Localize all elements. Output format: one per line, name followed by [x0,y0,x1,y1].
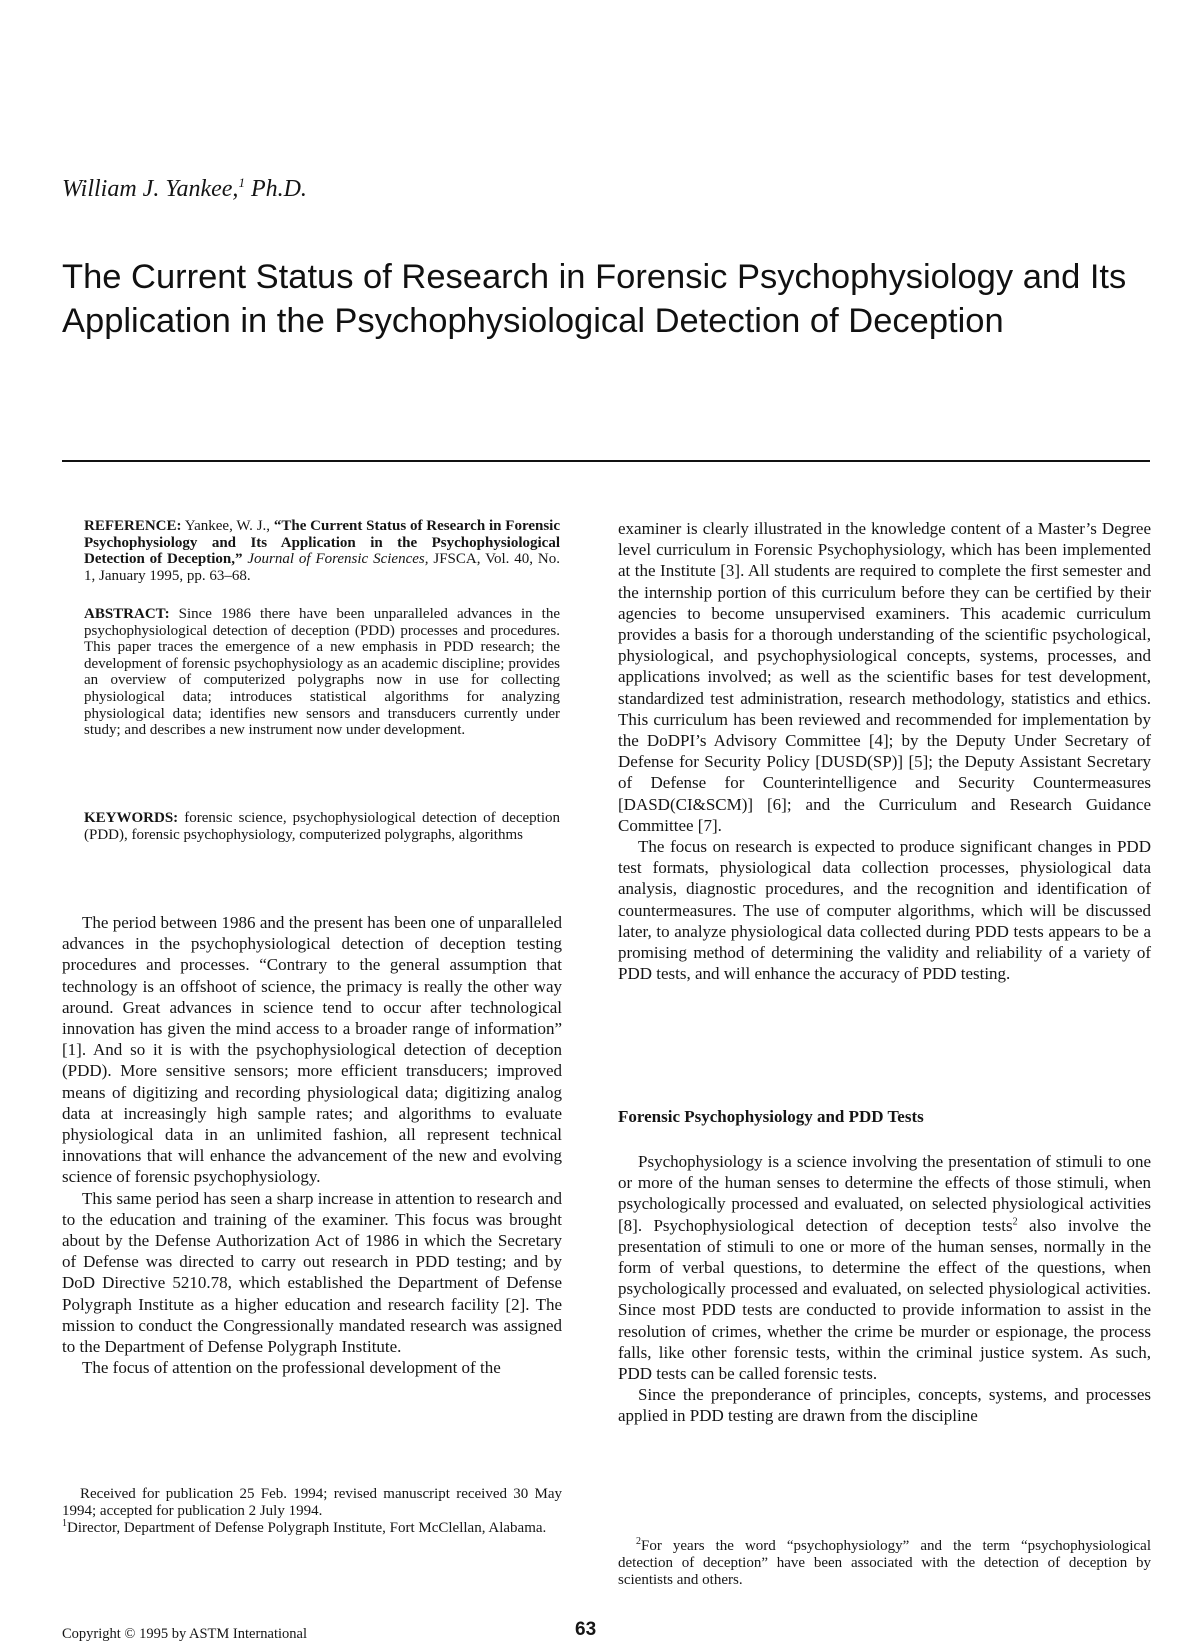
section-heading: Forensic Psychophysiology and PDD Tests [618,1107,924,1126]
body-paragraph [618,1151,1151,1384]
body-paragraph: The focus on research is expected to produce significant changes in PDD test formats, physiological data collection processes, physiological data analysis, diagnostic procedures, and the recognition and identification of countermeasures. The use of computer algorithms, which will be discussed later, to analyze physiological data collected during PDD tests appears to be a promising method of determining the validity and reliability of a variety of PDD tests, and will enhance the accuracy of PDD testing. [618,837,1151,984]
author-degree: Ph.D. [250,176,307,202]
affiliation-text: Director, Department of Defense Polygraph Institute, Fort McClellan, Alabama. [67,1520,547,1536]
abstract-text: Since 1986 there have been unparalleled advances in the psychophysiological detection of deception (PDD) processes and procedures. This paper traces the emergence of a new emphasis in PDD research; the development of forensic psychophysiology as an academic discipline; provides an overview of computerized polygraphs now in use for collecting physiological data; introduces statistical algorithms for analyzing physiological data; identifies new sensors and transducers currently under study; and describes a new instrument now under development. [84,606,560,739]
affiliation-note [62,1520,562,1537]
right-column-body-bottom [618,1151,1151,1427]
left-column-body [62,912,562,1378]
author-name: William J. Yankee, [62,176,239,202]
right-column-body-top [618,518,1151,984]
paper-title: The Current Status of Research in Forensic Psychophysiology and Its Application in the Psychophysiological Detection of Deception [62,258,1127,340]
body-paragraph: The period between 1986 and the present has been one of unparalleled advances in the psychophysiological detection of deception testing procedures and processes. “Contrary to the general assumption that technology is an offshoot of science, the primacy is really the other way around. Great advances in science tend to occur after technological innovation has given the mind access to a broader range of information” [1]. And so it is with the psychophysiological detection of deception (PDD). More sensitive sensors; more efficient transducers; improved means of digitizing and recording physiological data; digitizing analog data at increasingly high sample rates; and algorithms to evaluate physiological data in an unlimited fashion, all represent technical innovations that will enhance the advancement of the new and evolving science of forensic psychophysiology. [62,913,562,1187]
body-paragraph: Since the preponderance of principles, concepts, systems, and processes applied in PDD testing are drawn from the discipline [618,1385,1151,1426]
footnote-2-text: For years the word “psychophysiology” and the term “psychophysiological detection of deception” have been associated with the detection of deception by scientists and others. [618,1538,1151,1588]
reference-article-title: “The Current Status of Research in Forensic Psychophysiology and Its Application in the Psychophysiological Detection of Deception,” [84,518,560,568]
footnote-marker: 2 [1012,1215,1018,1227]
reference-label: REFERENCE: [84,518,182,534]
author-footnote-marker: 1 [238,175,245,190]
footnote-marker: 1 [62,1518,67,1529]
reference-details: JFSCA, Vol. 40, No. 1, January 1995, pp. 63–68. [84,551,561,584]
author-line [62,176,307,203]
reference-block [84,518,560,584]
footnote-2 [618,1538,1151,1589]
body-paragraph: This same period has seen a sharp increase in attention to research and to the education and training of the examiner. This focus was brought about by the Defense Authorization Act of 1986 in which the Secretary of Defense was directed to carry out research in PDD testing; and by DoD Directive 5210.78, which established the Department of Defense Polygraph Institute as a higher education and research facility [2]. The mission to conduct the Congressionally mandated research was assigned to the Department of Defense Polygraph Institute. [62,1188,562,1357]
keywords-label: KEYWORDS: [84,810,179,826]
footnote-marker: 2 [636,1536,641,1547]
title-divider [62,460,1150,462]
page-number: 63 [575,1619,597,1640]
abstract-label: ABSTRACT: [84,606,170,622]
abstract-block [84,606,560,739]
received-note: Received for publication 25 Feb. 1994; revised manuscript received 30 May 1994; accepted for publication 2 July 1994. [62,1486,562,1519]
keywords-block [84,810,560,843]
body-paragraph: examiner is clearly illustrated in the knowledge content of a Master’s Degree level curriculum in Forensic Psychophysiology, which has been implemented at the Institute [3]. All students are required to complete the first semester and the internship portion of this curriculum before they can be certified by their agencies to become unsupervised examiners. This academic curriculum provides a basis for a thorough understanding of the scientific psychological, physiological, and psychophysiological concepts, systems, processes, and applications involved; as well as the scientific bases for test development, standardized test administration, research methodology, statistics and ethics. This curriculum has been reviewed and recommended for implementation by the DoDPI’s Advisory Committee [4]; by the Deputy Under Secretary of Defense for Security Policy [DUSD(SP)] [5]; the Deputy Assistant Secretary of Defense for Counterintelligence and Security Countermeasures [DASD(CI&SCM)] [6]; and the Curriculum and Research Guidance Committee [7]. [618,519,1151,835]
body-paragraph: The focus of attention on the professional development of the [82,1358,501,1378]
paragraph-text: also involve the presentation of stimuli to one or more of the human senses, normally in the form of verbal questions, to determine the effect of the questions, when psychologically processed and evaluated, on selected physiological activities. Since most PDD tests are conducted to provide information to assist in the resolution of crimes, whether the crime be murder or espionage, the process falls, like other forensic tests, within the criminal justice system. As such, PDD tests can be called forensic tests. [618,1215,1151,1384]
footnotes-left [62,1486,562,1537]
reference-authors: Yankee, W. J., [184,518,271,534]
reference-journal: Journal of Forensic Sciences, [247,551,429,568]
keywords-text: forensic science, psychophysiological detection of deception (PDD), forensic psychophysiology, computerized polygraphs, algorithms [84,810,561,843]
paragraph-text: Psychophysiology is a science involving the presentation of stimuli to one or more of the human senses to determine the effects of those stimuli, when psychologically processed and evaluated, on selected physiological activities [8]. Psychophysiological detection of deception tests [618,1152,1151,1235]
copyright-line: Copyright © 1995 by ASTM International [62,1626,308,1642]
